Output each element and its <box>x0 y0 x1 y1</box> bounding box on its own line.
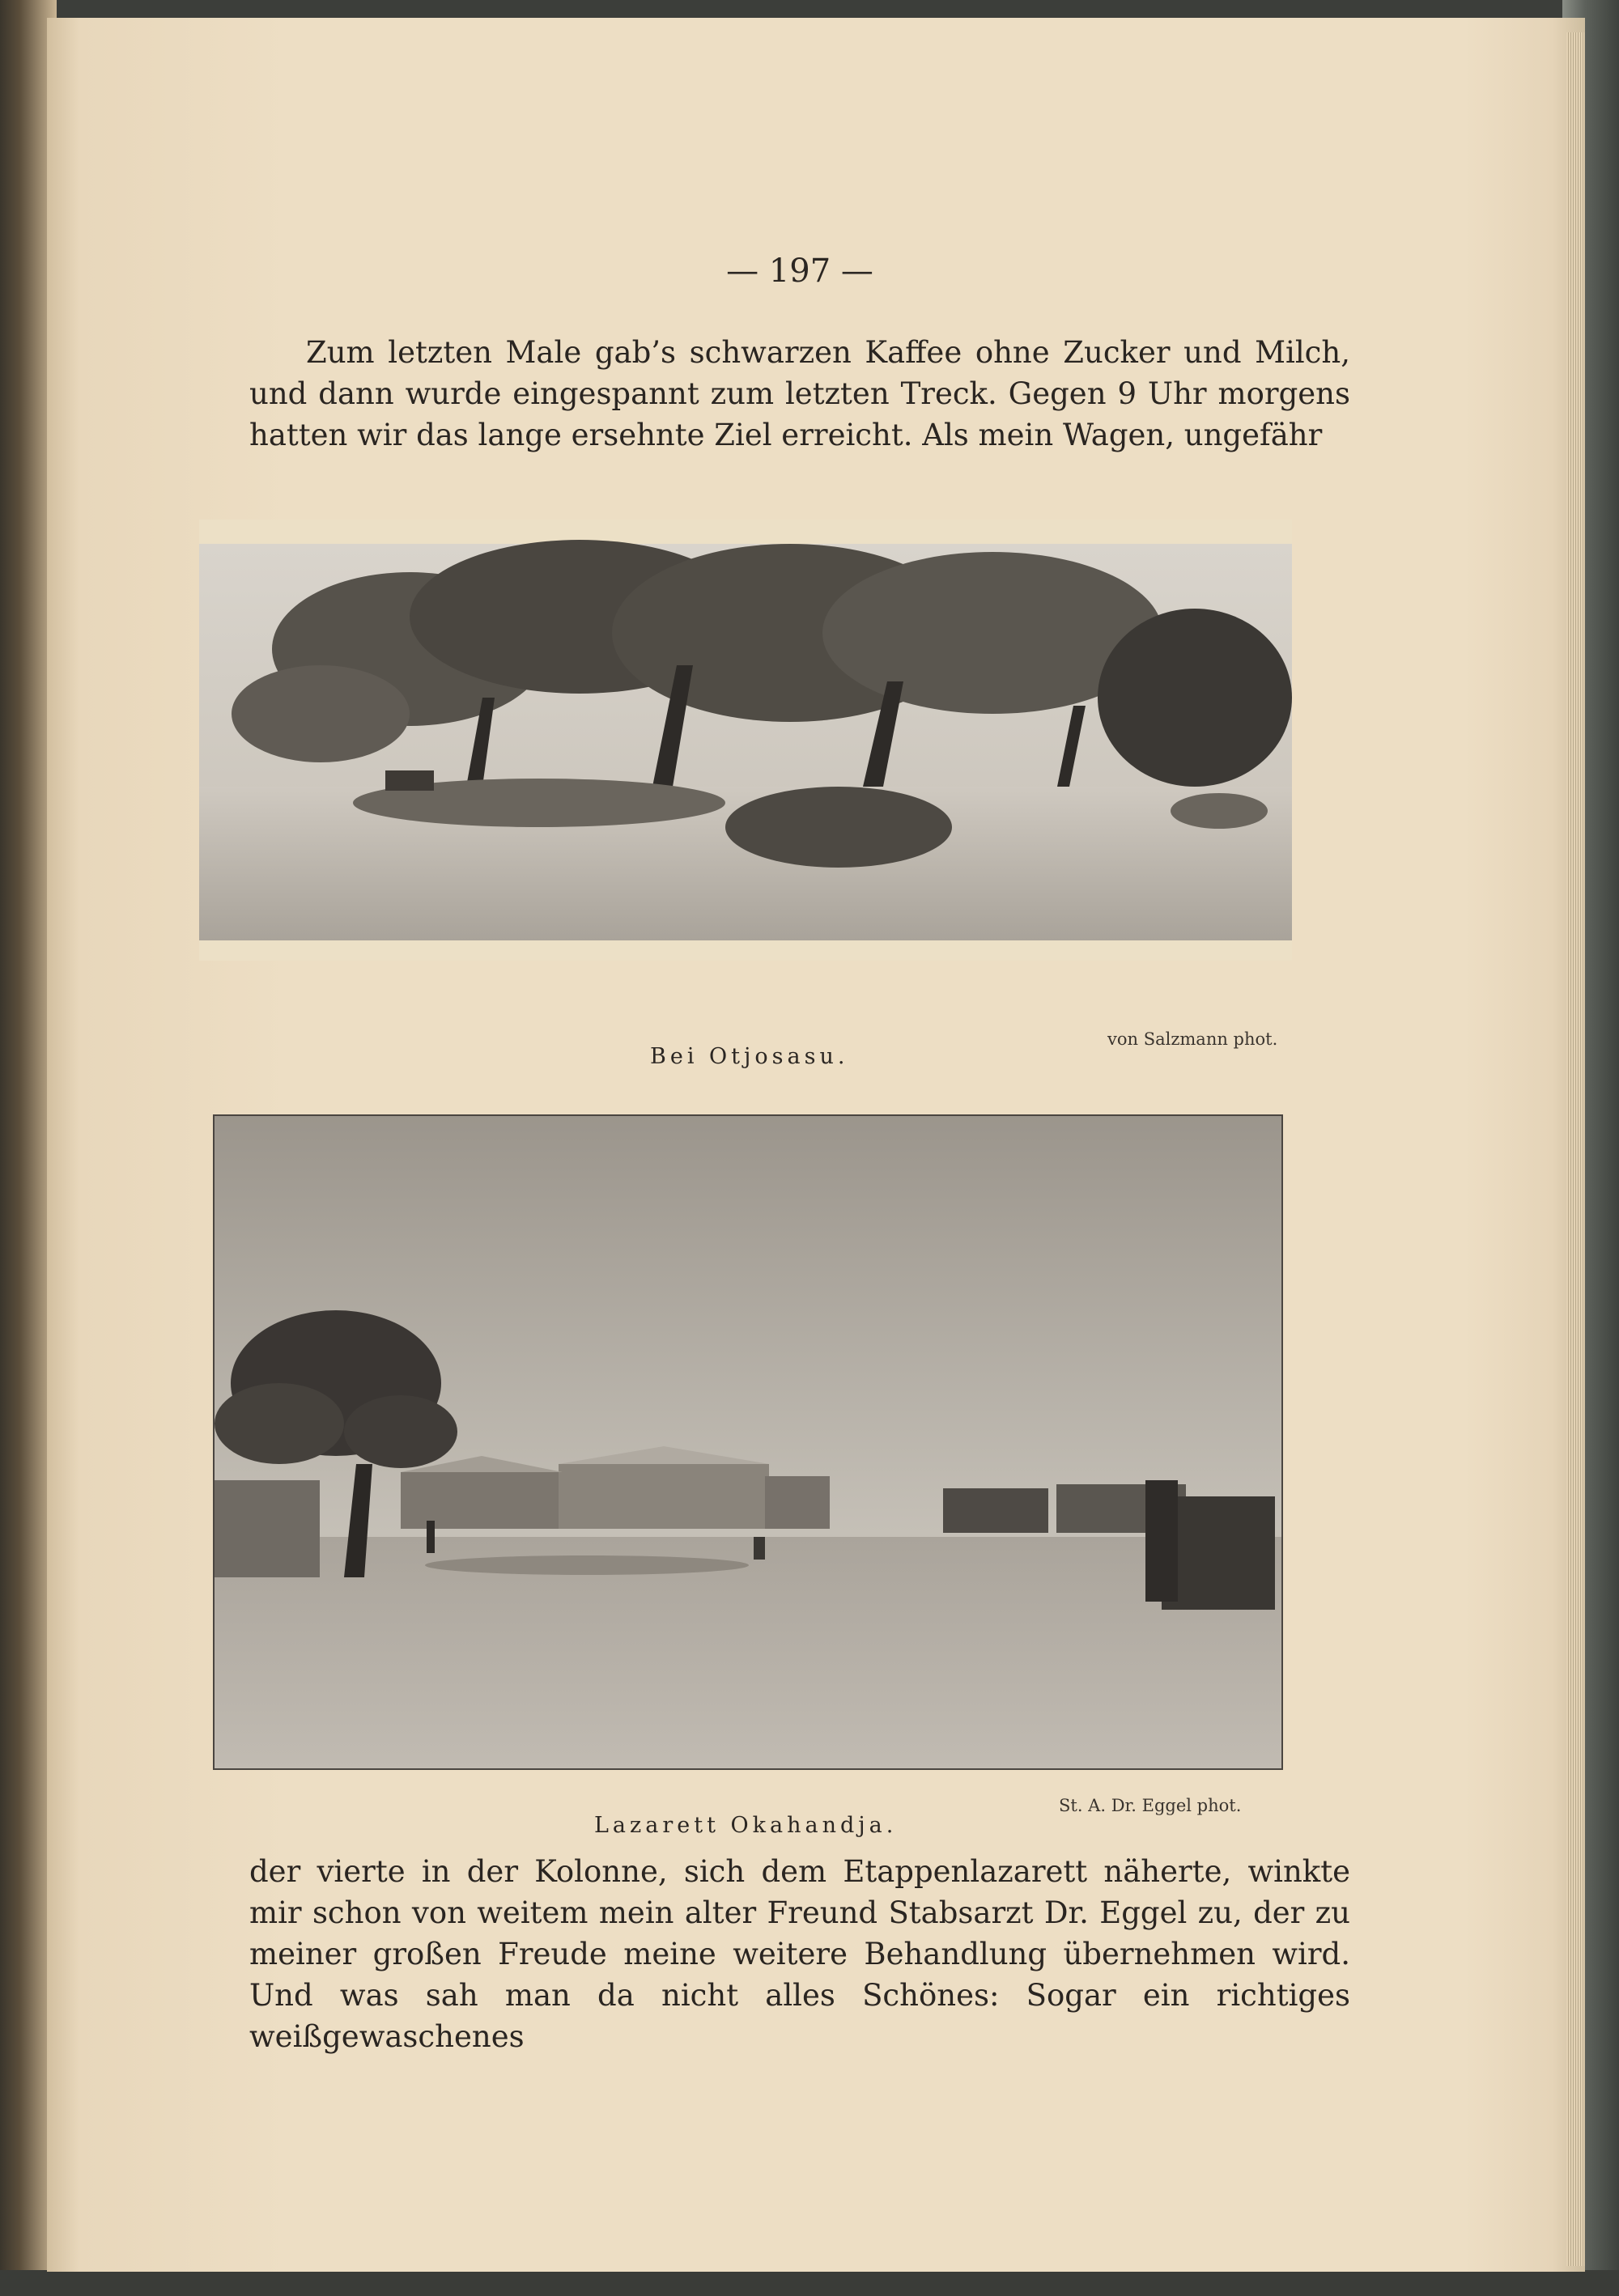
page-edges <box>1566 32 1584 2266</box>
caption-bei-otjosasu: Bei Otjosasu. <box>650 1044 849 1069</box>
book-page <box>47 18 1585 2272</box>
paragraph-bottom: der vierte in der Kolonne, sich dem Etappenlazarett näherte, winkte mir schon von weitem mein alter Freund Stabsarzt Dr. Eggel zu, der zu meiner großen Freude meine weitere Behandlung übernehmen wird. Und was sah man da nicht alles Schönes: Sogar ein richtiges weißgewaschenes <box>249 1854 1350 2054</box>
photo-lazarett-okahandja <box>213 1114 1283 1770</box>
credit-eggel: St. A. Dr. Eggel phot. <box>1059 1796 1242 1815</box>
text-block-bottom <box>249 1851 1350 2057</box>
page-number: — 197 — <box>726 253 873 290</box>
credit-salzmann: von Salzmann phot. <box>1107 1029 1278 1049</box>
text-block-top <box>249 332 1350 456</box>
book-cover-bottom <box>0 2270 1619 2296</box>
photo-bei-otjosasu <box>199 520 1292 961</box>
paragraph-top: Zum letzten Male gab’s schwarzen Kaffee ohne Zucker und Milch, und dann wurde eingespannt zum letzten Treck. Gegen 9 Uhr morgens hatten wir das lange ersehnte Ziel erreicht. Als mein Wagen, ungefähr <box>249 335 1350 452</box>
caption-lazarett-okahandja: Lazarett Okahandja. <box>594 1813 898 1838</box>
